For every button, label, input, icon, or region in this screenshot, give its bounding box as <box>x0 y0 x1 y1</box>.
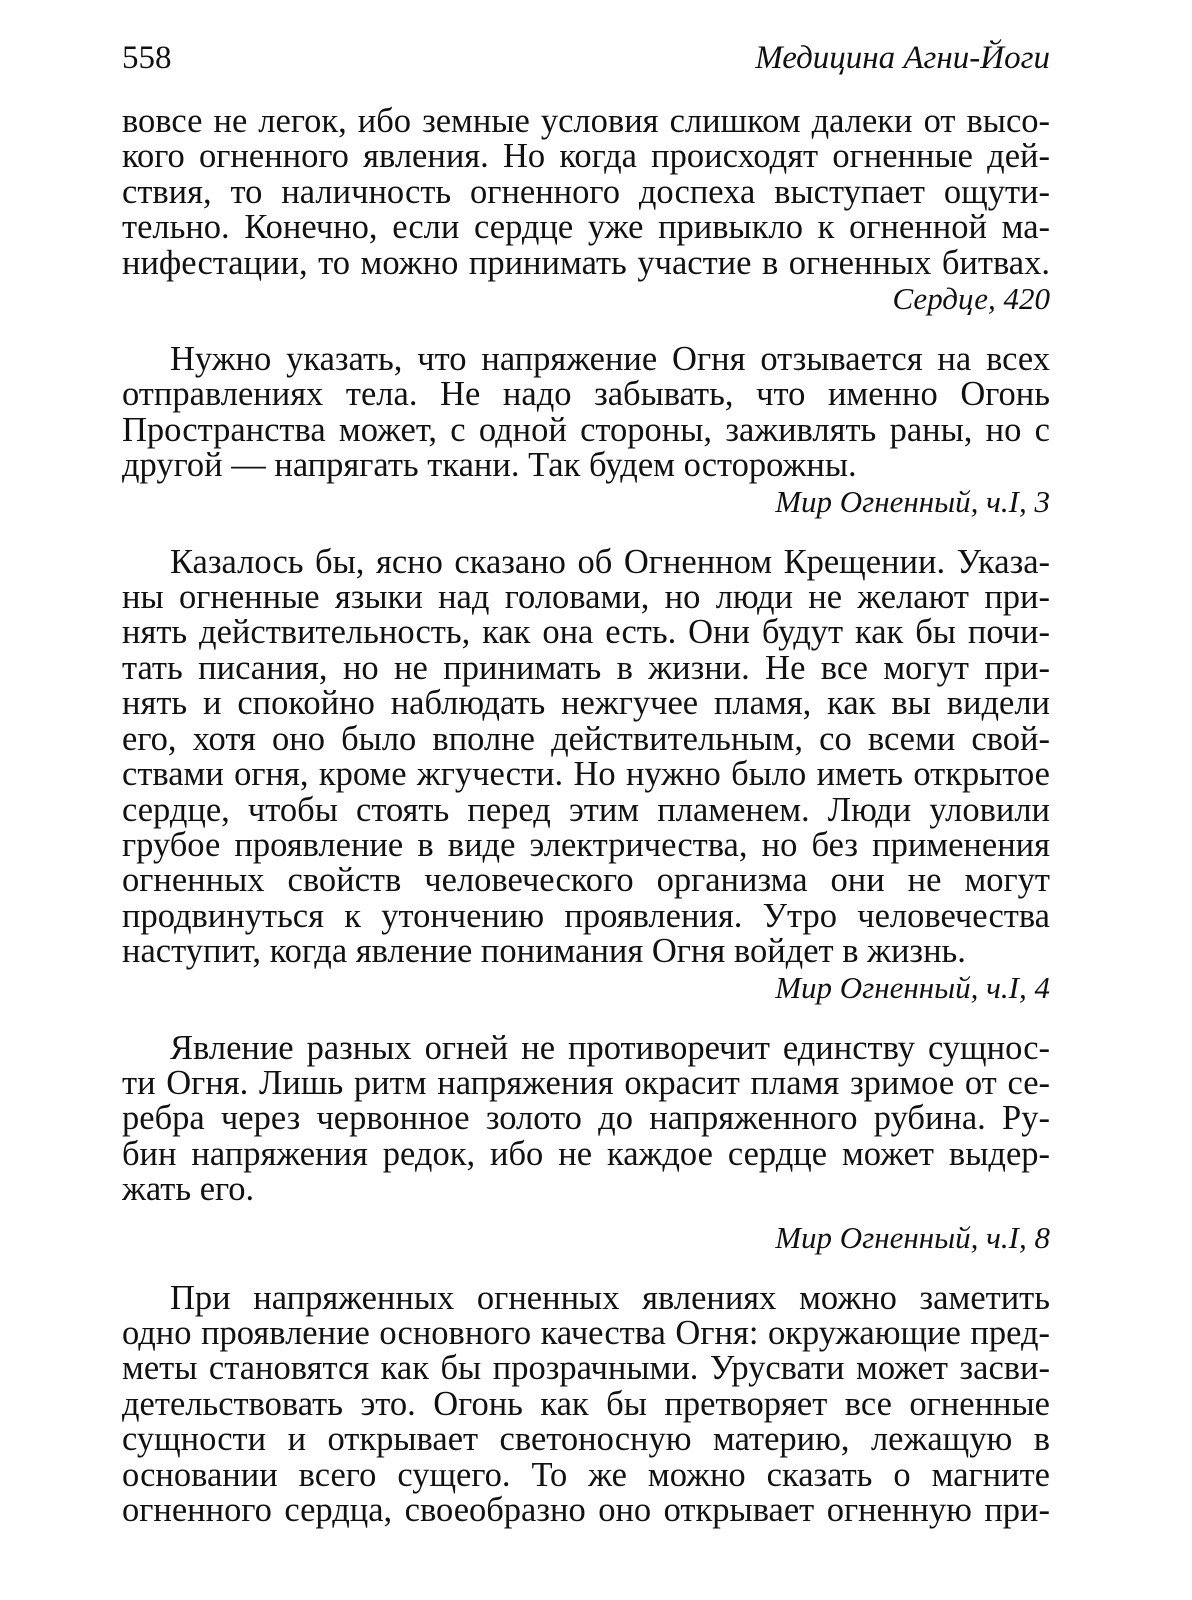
paragraph-3 <box>122 542 1050 971</box>
page-number: 558 <box>122 40 172 76</box>
text-line: одно проявление основного качества Огня: окружающие пред- <box>122 1313 1050 1352</box>
text-line: кого огненного явления. Но когда происходят огненные дей- <box>122 137 1050 176</box>
text-line: детельствовать это. Огонь как бы претворяет все огненные <box>122 1384 1050 1423</box>
citation: Мир Огненный, ч.I, 4 <box>775 969 1050 1005</box>
text-line: основании всего сущего. То же можно сказать о магните <box>122 1455 1050 1494</box>
text-line: нять действительность, как она есть. Они будут как бы почи- <box>122 613 1050 652</box>
text-line: его, хотя оно было вполне действительным, со всеми свой- <box>122 719 1050 758</box>
citation: Сердце, 420 <box>892 281 1050 317</box>
text-line: отправлениях тела. Не надо забывать, что именно Огонь <box>122 375 1050 414</box>
book-page <box>122 38 1050 1528</box>
text-line: нифестации, то можно принимать участие в огненных битвах. <box>122 243 1050 282</box>
text-line: наступит, когда явление понимания Огня войдет в жизнь. <box>122 932 966 971</box>
text-line: ствами огня, кроме жгучести. Но нужно было иметь открытое <box>122 755 1050 794</box>
text-line: продвинуться к утончению проявления. Утро человечества <box>122 896 1050 935</box>
paragraph-4 <box>122 1028 1050 1209</box>
text-line: Казалось бы, ясно сказано об Огненном Крещении. Указа- <box>170 542 1050 581</box>
text-line: вовсе не легок, ибо земные условия слишком далеки от высо- <box>122 102 1050 140</box>
paragraph-5 <box>122 1278 1050 1529</box>
text-line: тать писания, но не принимать в жизни. Не все могут при- <box>122 648 1050 687</box>
citation: Мир Огненный, ч.I, 8 <box>775 1219 1050 1255</box>
text-line: ствия, то наличность огненного доспеха выступает ощути- <box>122 172 1050 211</box>
text-line: ны огненные языки над головами, но люди не желают при- <box>122 578 1050 617</box>
text-line: При напряженных огненных явлениях можно заметить <box>170 1278 1050 1317</box>
text-line: Нужно указать, что напряжение Огня отзывается на всех <box>170 340 1050 379</box>
text-line: тельно. Конечно, если сердце уже привыкло к огненной ма- <box>122 208 1050 247</box>
text-line: другой — напрягать ткани. Так будем осторожны. <box>122 446 857 485</box>
running-head <box>122 38 1050 78</box>
text-line: сущности и открывает светоносную материю, лежащую в <box>122 1420 1050 1459</box>
text-line: сердце, чтобы стоять перед этим пламенем. Люди уловили <box>122 790 1050 829</box>
text-line: грубое проявление в виде электричества, но без применения <box>122 825 1050 864</box>
text-line: жать его. <box>122 1170 255 1209</box>
text-line: бин напряжения редок, ибо не каждое сердце может выдер- <box>122 1134 1050 1173</box>
text-line: огненного сердца, своеобразно оно открывает огненную при- <box>122 1491 1050 1529</box>
text-line: ти Огня. Лишь ритм напряжения окрасит пламя зримое от се- <box>122 1063 1050 1102</box>
citation: Мир Огненный, ч.I, 3 <box>775 483 1050 519</box>
text-line: нять и спокойно наблюдать нежгучее пламя, как вы видели <box>122 684 1050 723</box>
text-line: огненных свойств человеческого организма они не могут <box>122 861 1050 900</box>
text-line: Пространства может, с одной стороны, заживлять раны, но с <box>122 410 1050 449</box>
book-title: Медицина Агни-Йоги <box>755 40 1050 76</box>
text-line: ребра через червонное золото до напряженного рубина. Ру- <box>122 1099 1050 1138</box>
text-line: меты становятся как бы прозрачными. Урусвати может засви- <box>122 1349 1050 1388</box>
text-line: Явление разных огней не противоречит единству сущнос- <box>170 1028 1050 1067</box>
paragraph-1 <box>122 104 1050 281</box>
paragraph-2 <box>122 342 1050 484</box>
